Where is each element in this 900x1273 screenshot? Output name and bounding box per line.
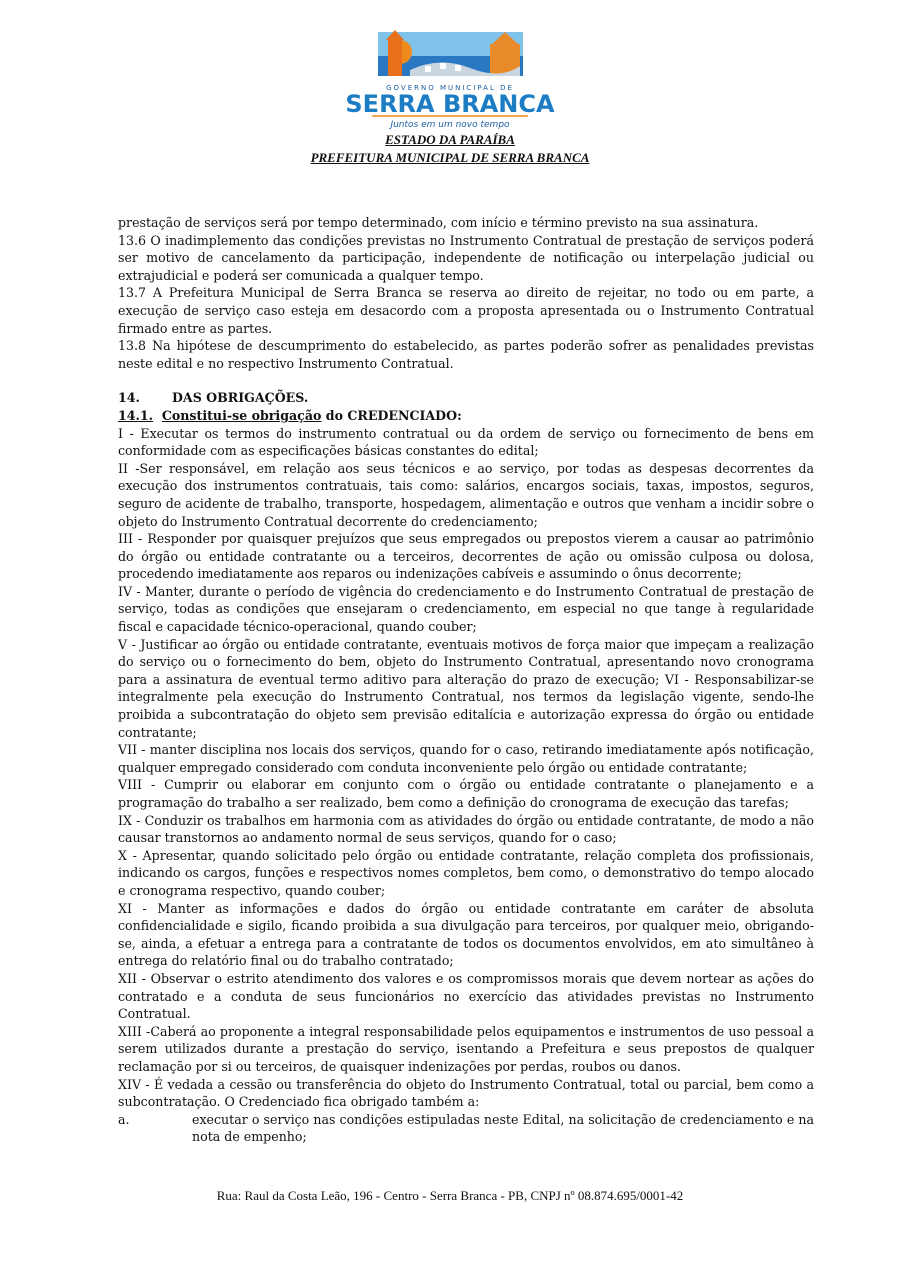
document-body	[118, 214, 814, 1146]
subsection-14-1-heading	[118, 407, 814, 425]
obligation-item-v: V - Justificar ao órgão ou entidade contratante, eventuais motivos de força maior que impeçam a realização do serviço ou o fornecimento do bem, objeto do Instrumento Contratual, apresentando novo cronograma para a assinatura de eventual termo aditivo para alteração do prazo de execução; VI - Responsabilizar-se integralmente pela execução do Instrumento Contratual, nos termos da legislação vigente, sendo-lhe proibida a subcontratação do objeto sem previsão editalícia e autorização expressa do órgão ou entidade contratante;	[118, 636, 814, 740]
serra-branca-logo	[340, 30, 560, 130]
letterhead	[0, 30, 900, 166]
obligation-item-xiii: XIII -Caberá ao proponente a integral responsabilidade pelos equipamentos e instrumentos de uso pessoal a serem utilizados durante a prestação do serviço, isentando a Prefeitura e seus prepostos de qualquer reclamação por si ou terceiros, de quaisquer indenizações por perdas, roubos ou danos.	[118, 1023, 814, 1074]
section-number: 14.	[118, 390, 140, 406]
obligation-item-iii: III - Responder por quaisquer prejuízos que seus empregados ou prepostos vierem a causar ao patrimônio do órgão ou entidade contratante ou a terceiros, decorrentes de ação ou omissão culposa ou dolosa, procedendo imediatamente aos reparos ou indenizações cabíveis e assumindo o ônus decorrente;	[118, 531, 814, 582]
obligation-item-iv: IV - Manter, durante o período de vigência do credenciamento e do Instrumento Contratual de prestação de serviço, todas as condições que ensejaram o credenciamento, em especial no que tange à regularidade fiscal e capacidade técnico-operacional, quando couber;	[118, 583, 814, 635]
obligation-subitem-a	[118, 1111, 814, 1146]
obligation-item-xiv: XIV - É vedada a cessão ou transferência do objeto do Instrumento Contratual, total ou parcial, bem como a subcontratação. O Credenciado fica obrigado também a:	[118, 1076, 814, 1110]
paragraph: prestação de serviços será por tempo determinado, com início e término previsto na sua assinatura.	[118, 215, 759, 230]
logo-slogan-text: Juntos em um novo tempo	[390, 120, 510, 130]
subsection-number: 14.1.	[118, 407, 154, 423]
clause-13-8: 13.8 Na hipótese de descumprimento do estabelecido, as partes poderão sofrer as penalidades previstas neste edital e no respectivo Instrumento Contratual.	[118, 338, 814, 371]
footer-address: Rua: Raul da Costa Leão, 196 - Centro - Serra Branca - PB, CNPJ nº 08.874.695/0001-42	[216, 1188, 684, 1203]
subsection-title-rest: do CREDENCIADO:	[321, 407, 462, 423]
logo-top-text: GOVERNO MUNICIPAL DE	[386, 84, 514, 92]
section-14-heading	[118, 389, 814, 407]
prefeitura-name: PREFEITURA MUNICIPAL DE SERRA BRANCA	[310, 150, 590, 165]
state-name: ESTADO DA PARAÍBA	[385, 132, 515, 147]
clause-13-6: 13.6 O inadimplemento das condições previstas no Instrumento Contratual de prestação de serviços poderá ser motivo de cancelamento da participação, independente de notificação ou interpelação judicial ou extrajudicial e poderá ser comunicada a qualquer tempo.	[118, 232, 814, 283]
obligation-item-ii: II -Ser responsável, em relação aos seus técnicos e ao serviço, por todas as despesas decorrentes da execução dos instrumentos contratuais, tais como: salários, encargos sociais, taxas, impostos, seguros, seguro de acidente de trabalho, transporte, hospedagem, alimentação e outros que venham a incidir sobre o objeto do Instrumento Contratual decorrente do credenciamento;	[118, 460, 814, 529]
obligation-item-viii: VIII - Cumprir ou elaborar em conjunto com o órgão ou entidade contratante o planejamento e a programação do trabalho a ser realizado, bem como a definição do cronograma de execução das tarefas;	[118, 777, 814, 810]
subitem-text: executar o serviço nas condições estipuladas neste Edital, na solicitação de credenciamento e na nota de empenho;	[192, 1111, 814, 1145]
obligation-item-ix: IX - Conduzir os trabalhos em harmonia com as atividades do órgão ou entidade contratante, de modo a não causar transtornos ao andamento normal de seus serviços, quando for o caso;	[118, 812, 814, 846]
obligation-item-xi: XI - Manter as informações e dados do órgão ou entidade contratante em caráter de absoluta confidencialidade e sigilo, ficando proibida a sua divulgação para terceiros, por qualquer meio, obrigando-se, ainda, a efetuar a entrega para a contratante de todos os documentos envolvidos, em ato simultâneo à entrega do relatório final ou do trabalho contratado;	[118, 900, 814, 969]
obligation-item-x: X - Apresentar, quando solicitado pelo órgão ou entidade contratante, relação completa dos profissionais, indicando os cargos, funções e respectivos nomes completos, bem como, o demonstrativo do tempo alocado e cronograma respectivo, quando couber;	[118, 847, 814, 898]
subsection-title-underlined: Constitui-se obrigação	[161, 407, 322, 423]
clause-13-7: 13.7 A Prefeitura Municipal de Serra Branca se reserva ao direito de rejeitar, no todo ou em parte, a execução de serviço caso esteja em desacordo com a proposta apresentada ou o Instrumento Contratual firmado entre as partes.	[118, 285, 814, 336]
subitem-label: a.	[118, 1111, 130, 1127]
obligation-item-xii: XII - Observar o estrito atendimento dos valores e os compromissos morais que devem nortear as ações do contratado e a conduta de seus funcionários no exercício das atividades previstas no Instrumento Contratual.	[118, 970, 814, 1022]
section-title: DAS OBRIGAÇÕES.	[172, 390, 309, 406]
logo-name-text: SERRA BRANCA	[345, 90, 555, 118]
obligation-item-vii: VII - manter disciplina nos locais dos serviços, quando for o caso, retirando imediatamente após notificação, qualquer empregado considerado com conduta inconveniente pelo órgão ou entidade contratante;	[118, 742, 814, 775]
obligation-item-i: I - Executar os termos do instrumento contratual ou da ordem de serviço ou fornecimento de bens em conformidade com as especificações básicas constantes do edital;	[118, 425, 814, 459]
